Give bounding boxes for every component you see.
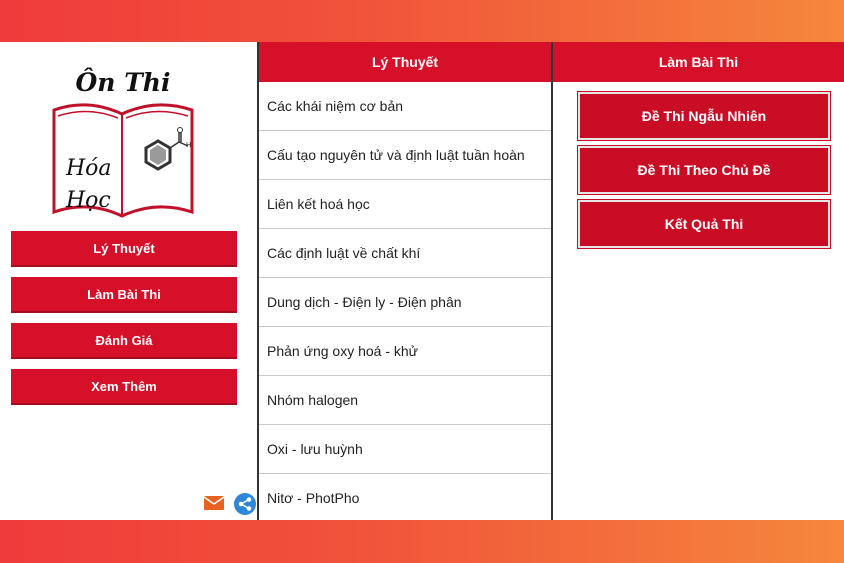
theory-list-item[interactable]: Liên kết hoá học	[259, 180, 551, 229]
theory-list-item[interactable]: Nhóm halogen	[259, 376, 551, 425]
exam-header: Làm Bài Thi	[553, 42, 844, 82]
topic-exam-button[interactable]: Đề Thi Theo Chủ Đề	[578, 146, 830, 194]
theory-list-item[interactable]: Các định luật về chất khí	[259, 229, 551, 278]
theory-list-item[interactable]: Các khái niệm cơ bản	[259, 82, 551, 131]
logo-word-hoa: Hóa	[66, 156, 112, 181]
app-logo	[48, 66, 198, 236]
menu-button-more[interactable]: Xem Thêm	[11, 369, 237, 403]
random-exam-button[interactable]: Đề Thi Ngẫu Nhiên	[578, 92, 830, 140]
share-icon[interactable]	[233, 492, 257, 516]
logo-word-hoc: Học	[66, 188, 111, 213]
theory-list-item[interactable]: Cấu tạo nguyên tử và định luật tuần hoàn	[259, 131, 551, 180]
app-window	[0, 42, 844, 520]
left-panel	[0, 42, 259, 520]
menu-button-exam[interactable]: Làm Bài Thi	[11, 277, 237, 311]
theory-list-item[interactable]: Oxi - lưu huỳnh	[259, 425, 551, 474]
exam-results-button[interactable]: Kết Quả Thi	[578, 200, 830, 248]
theory-header: Lý Thuyết	[259, 42, 551, 82]
menu-button-rate[interactable]: Đánh Giá	[11, 323, 237, 357]
molecule-label: H	[186, 142, 192, 149]
theory-list-item[interactable]: Nitơ - PhotPho	[259, 474, 551, 520]
theory-panel	[259, 42, 553, 520]
theory-list-item[interactable]: Dung dịch - Điện ly - Điện phân	[259, 278, 551, 327]
logo-title: Ôn Thi	[75, 68, 171, 97]
menu-button-theory[interactable]: Lý Thuyết	[11, 231, 237, 265]
mail-icon[interactable]	[203, 494, 225, 512]
theory-list-item[interactable]: Phản ứng oxy hoá - khử	[259, 327, 551, 376]
exam-panel	[553, 42, 844, 520]
